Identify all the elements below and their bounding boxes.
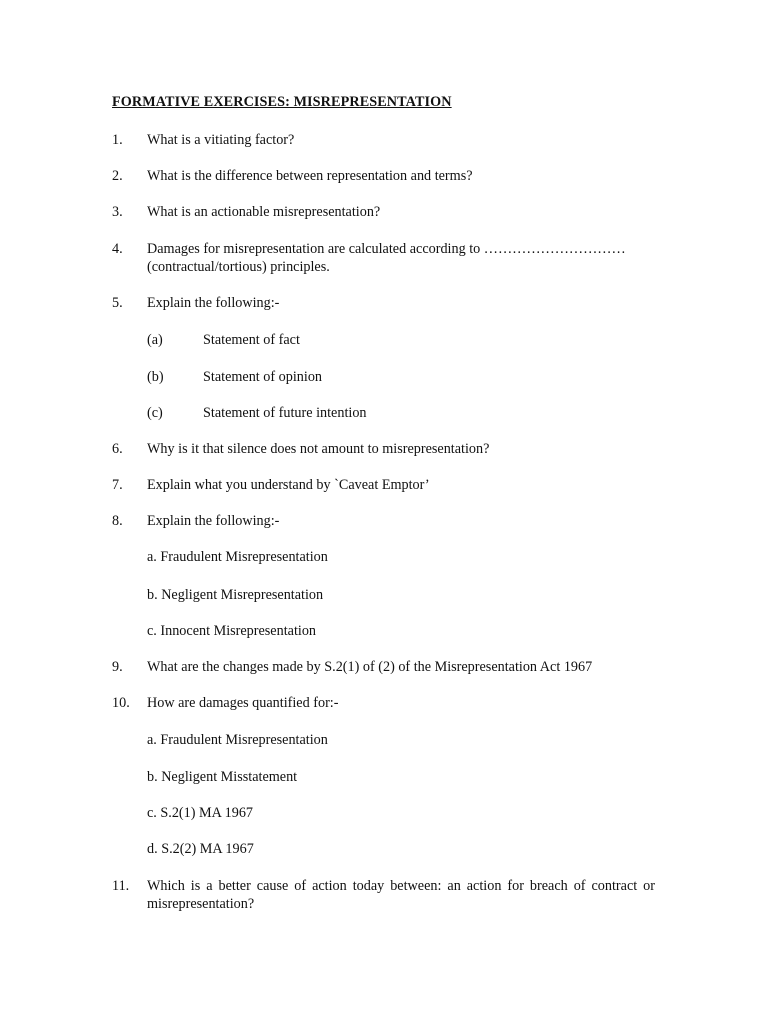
question-text: Which is a better cause of action today between: an action for breach of contract or misrepresentation?: [147, 878, 655, 912]
question-text: Explain the following:-: [147, 513, 280, 529]
list-item-text: c. Innocent Misrepresentation: [147, 623, 317, 639]
question-text: What is an actionable misrepresentation?: [147, 204, 381, 220]
question-number: 10.: [112, 695, 130, 711]
question-text: What are the changes made by S.2(1) of (2) of the Misrepresentation Act 1967: [147, 659, 593, 675]
list-item-text: b. Negligent Misrepresentation: [147, 587, 324, 603]
sub-item-text: Statement of fact: [203, 332, 300, 348]
question-number: 7.: [112, 477, 123, 493]
question-text: What is a vitiating factor?: [147, 132, 295, 148]
question-number: 3.: [112, 204, 123, 220]
sub-item-label: (a): [147, 332, 163, 348]
question-number: 11.: [112, 878, 130, 894]
sub-item-label: (b): [147, 369, 164, 385]
list-item-text: c. S.2(1) MA 1967: [147, 805, 254, 821]
sub-item-text: Statement of future intention: [203, 405, 367, 421]
question-text: Explain what you understand by `Caveat Emptor’: [147, 477, 430, 493]
question-text: What is the difference between representation and terms?: [147, 168, 473, 184]
question-text: How are damages quantified for:-: [147, 695, 339, 711]
question-number: 8.: [112, 513, 123, 529]
question-text: Damages for misrepresentation are calculated according to …………………………: [147, 241, 626, 257]
list-item-text: d. S.2(2) MA 1967: [147, 841, 254, 857]
list-item-text: a. Fraudulent Misrepresentation: [147, 549, 328, 565]
list-item-text: b. Negligent Misstatement: [147, 769, 298, 785]
question-text-continued: (contractual/tortious) principles.: [147, 259, 330, 275]
sub-item-label: (c): [147, 405, 163, 421]
question-number: 4.: [112, 241, 123, 257]
question-number: 2.: [112, 168, 123, 184]
sub-item-text: Statement of opinion: [203, 369, 323, 385]
question-number: 1.: [112, 132, 123, 148]
page-title: FORMATIVE EXERCISES: MISREPRESENTATION: [112, 94, 452, 110]
list-item-text: a. Fraudulent Misrepresentation: [147, 732, 328, 748]
question-number: 6.: [112, 441, 123, 457]
question-number: 5.: [112, 295, 123, 311]
question-number: 9.: [112, 659, 123, 675]
question-text: Explain the following:-: [147, 295, 280, 311]
question-text: Why is it that silence does not amount to misrepresentation?: [147, 441, 490, 457]
